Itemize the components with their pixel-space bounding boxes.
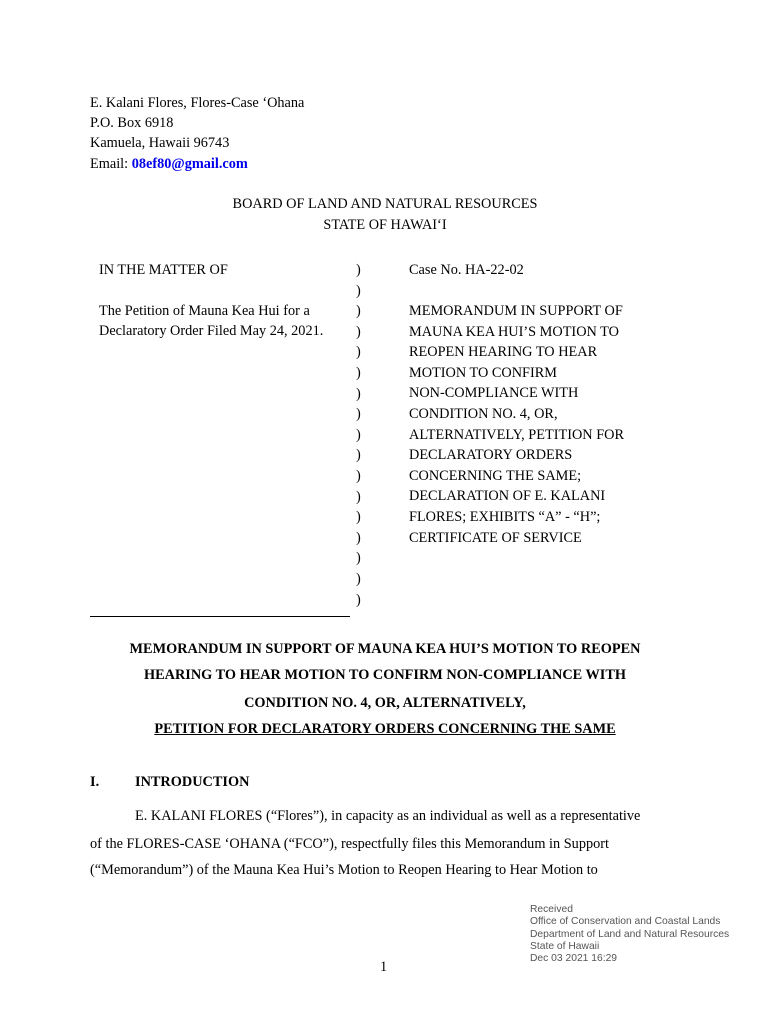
email-link[interactable]: 08ef80@gmail.com — [131, 156, 248, 172]
caption-paren: ) — [356, 385, 361, 402]
body-line-2: of the FLORES-CASE ‘OHANA (“FCO”), respectfully files this Memorandum in Support — [90, 836, 610, 852]
stamp-line-office: Office of Conservation and Coastal Lands — [530, 916, 721, 928]
email-line — [90, 154, 248, 174]
caption-paren: ) — [356, 550, 361, 567]
case-number: Case No. HA-22-02 — [409, 262, 524, 278]
caption-title-line: DECLARATORY ORDERS — [409, 447, 573, 464]
caption-paren: ) — [356, 426, 361, 443]
caption-rule — [90, 616, 350, 617]
author-name: E. Kalani Flores, Flores-Case ‘Ohana — [90, 95, 305, 111]
section-heading: INTRODUCTION — [135, 774, 250, 790]
caption-title-line: CONDITION NO. 4, OR, — [409, 405, 558, 422]
caption-paren: ) — [356, 282, 361, 299]
caption-title-line: REOPEN HEARING TO HEAR — [409, 344, 598, 361]
city-line: Kamuela, Hawaii 96743 — [90, 135, 230, 151]
caption-paren: ) — [356, 406, 361, 423]
caption-title-line: NON-COMPLIANCE WITH — [409, 385, 579, 402]
caption-paren: ) — [356, 591, 361, 608]
caption-title-line: DECLARATION OF E. KALANI — [409, 488, 606, 505]
caption-paren: ) — [356, 467, 361, 484]
caption-paren: ) — [356, 447, 361, 464]
main-title-line-4: PETITION FOR DECLARATORY ORDERS CONCERNING THE SAME — [154, 721, 616, 737]
caption-paren: ) — [356, 364, 361, 381]
body-line-1: E. KALANI FLORES (“Flores”), in capacity as an individual as well as a representative — [135, 808, 641, 824]
caption-title-line: CERTIFICATE OF SERVICE — [409, 529, 582, 546]
caption-paren: ) — [356, 262, 361, 278]
main-title-line-1: MEMORANDUM IN SUPPORT OF MAUNA KEA HUI’S MOTION TO REOPEN — [129, 641, 641, 657]
petition-line-1: The Petition of Mauna Kea Hui for a — [99, 303, 310, 319]
stamp-line-received: Received — [530, 904, 573, 915]
page-number: 1 — [380, 959, 388, 975]
main-title-line-2: HEARING TO HEAR MOTION TO CONFIRM NON-COMPLIANCE WITH — [143, 667, 627, 683]
stamp-line-department: Department of Land and Natural Resources — [530, 928, 730, 940]
caption-title-block — [409, 301, 624, 548]
caption-title-line: MEMORANDUM IN SUPPORT OF — [409, 303, 623, 319]
caption-paren-column — [356, 260, 361, 610]
caption-paren: ) — [356, 303, 361, 320]
stamp-line-date: Dec 03 2021 16:29 — [530, 953, 618, 965]
agency-state: STATE OF HAWAIʻI — [323, 217, 447, 233]
agency-name: BOARD OF LAND AND NATURAL RESOURCES — [232, 196, 538, 212]
caption-paren: ) — [356, 323, 361, 340]
main-title-line-3: CONDITION NO. 4, OR, ALTERNATIVELY, — [244, 695, 526, 711]
caption-paren: ) — [356, 509, 361, 526]
caption-title-line: CONCERNING THE SAME; — [409, 467, 582, 484]
caption-title-line: FLORES; EXHIBITS “A” - “H”; — [409, 508, 601, 525]
caption-paren: ) — [356, 344, 361, 361]
stamp-line-state: State of Hawaii — [530, 940, 600, 952]
caption-paren: ) — [356, 570, 361, 587]
po-box: P.O. Box 6918 — [90, 115, 174, 131]
section-number: I. — [90, 774, 100, 790]
petition-line-2: Declaratory Order Filed May 24, 2021. — [99, 323, 324, 339]
caption-paren: ) — [356, 488, 361, 505]
caption-paren: ) — [356, 529, 361, 546]
caption-title-line: MOTION TO CONFIRM — [409, 364, 558, 381]
received-stamp — [530, 904, 729, 965]
in-the-matter-of: IN THE MATTER OF — [99, 262, 228, 278]
caption-title-line: ALTERNATIVELY, PETITION FOR — [409, 426, 625, 443]
email-label: Email: — [90, 156, 132, 172]
caption-title-line: MAUNA KEA HUI’S MOTION TO — [409, 323, 619, 340]
body-line-3: (“Memorandum”) of the Mauna Kea Hui’s Motion to Reopen Hearing to Hear Motion to — [90, 862, 598, 878]
